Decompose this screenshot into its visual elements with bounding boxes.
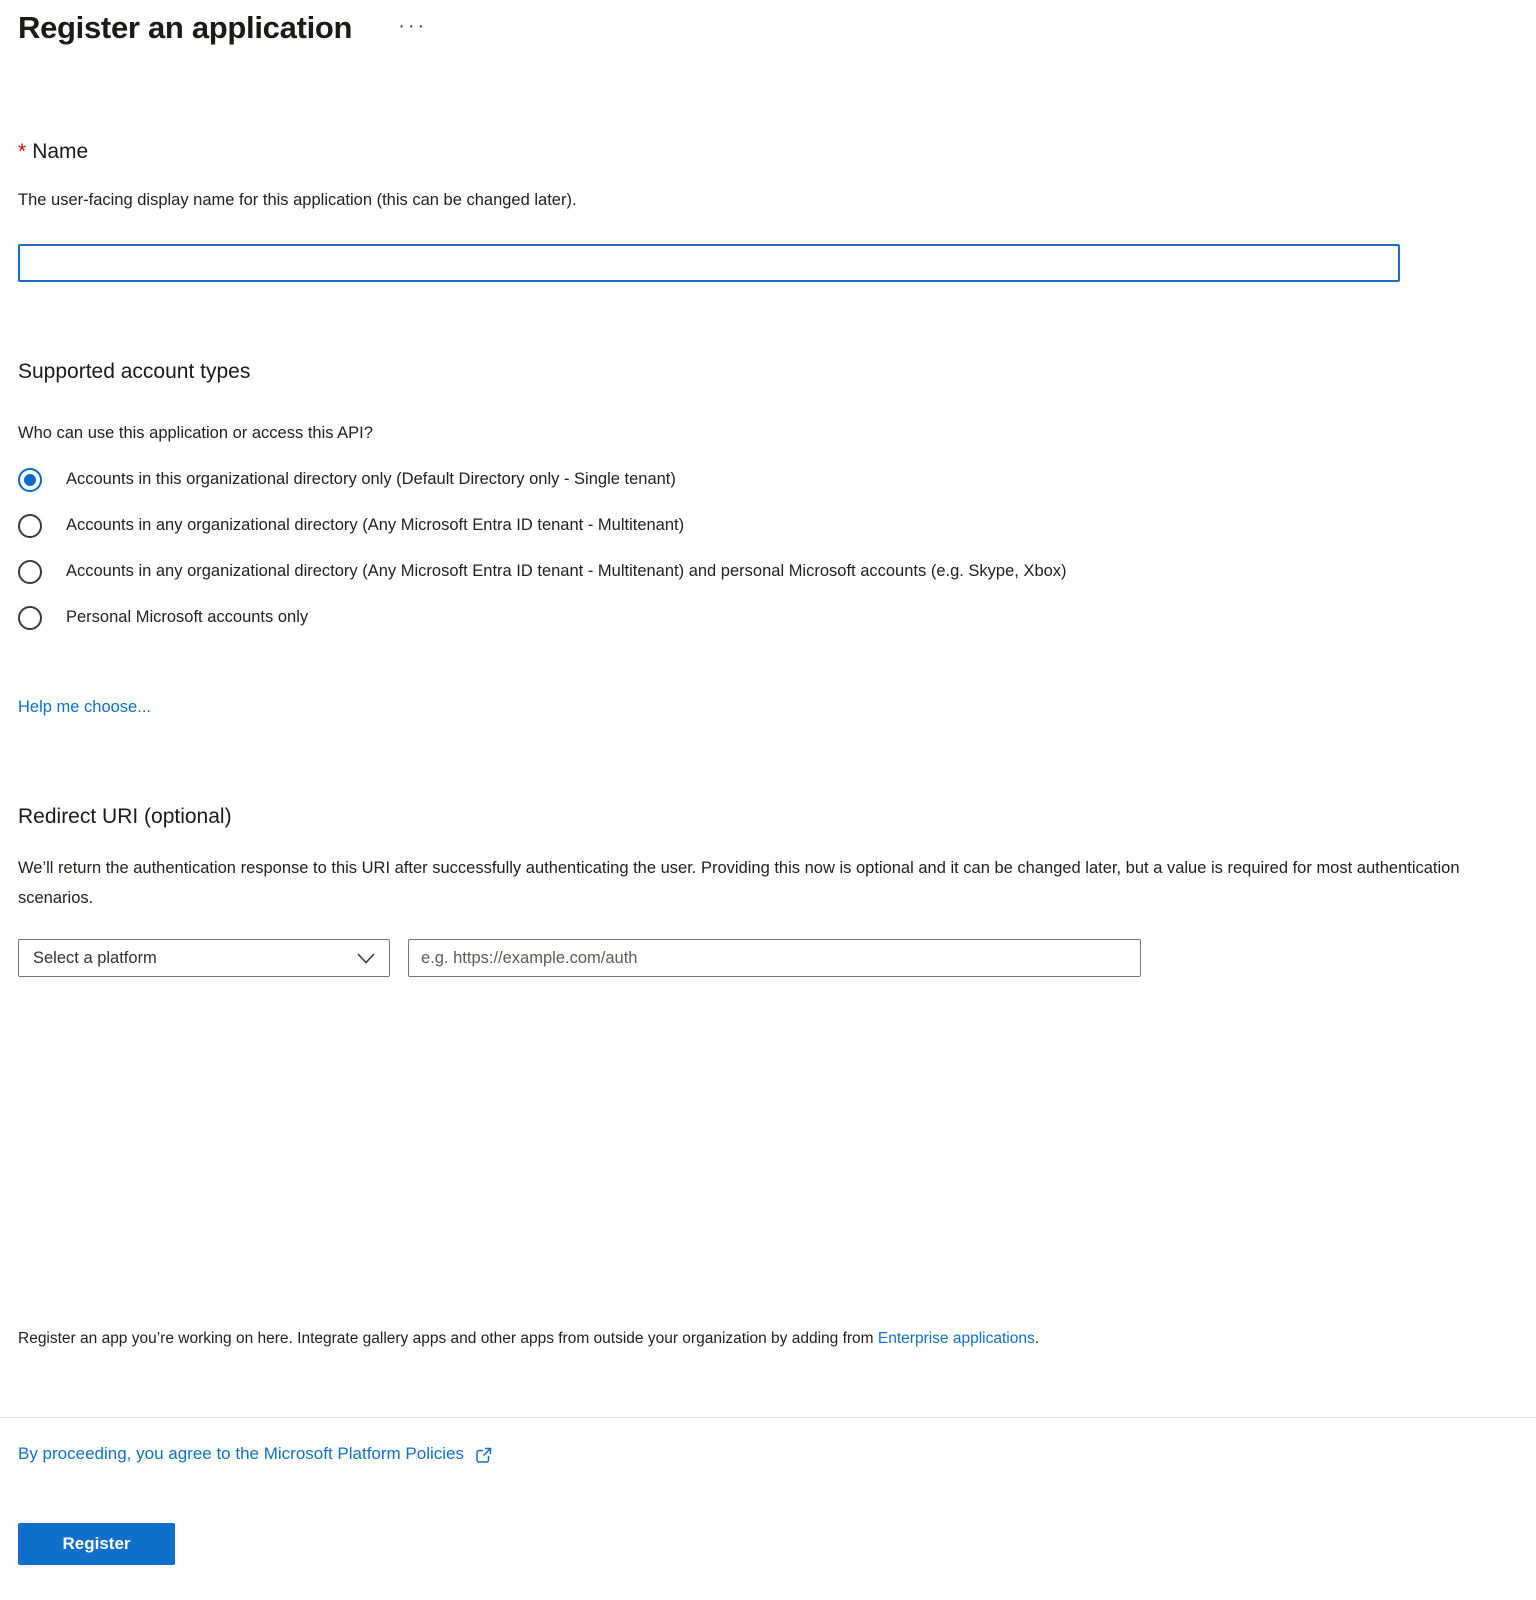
account-type-radio-group [18,468,1518,631]
register-button[interactable]: Register [18,1523,175,1565]
external-link-icon [474,1446,493,1465]
help-me-choose-link[interactable]: Help me choose... [18,698,151,716]
radio-button-icon[interactable] [18,606,42,630]
footer-divider [0,1417,1536,1418]
platform-select[interactable] [18,939,390,977]
required-asterisk: * [18,140,27,163]
enterprise-apps-note [18,1327,1518,1351]
page-title: Register an application [18,10,353,45]
radio-0[interactable] [18,468,1518,493]
name-input[interactable] [18,244,1400,282]
radio-1[interactable] [18,514,1518,539]
redirect-uri-input[interactable] [408,939,1141,977]
note-text: Register an app you’re working on here. Integrate gallery apps and other apps from outside your organization by adding from [18,1330,878,1347]
radio-label[interactable]: Personal Microsoft accounts only [66,608,309,626]
radio-3[interactable] [18,606,1518,631]
redirect-uri-description: We’ll return the authentication response to this URI after successfully authenticating the user. Providing this now is optional and it can be changed later, but a value is required for most authentication scenarios. [18,859,1460,907]
more-options-icon[interactable]: ··· [398,15,428,37]
note-period: . [1034,1330,1040,1347]
radio-label[interactable]: Accounts in any organizational directory (Any Microsoft Entra ID tenant - Multitenant) and personal Microsoft accounts (e.g. Skype, Xbox) [66,562,1067,580]
radio-selected-dot [24,474,36,486]
register-application-page [0,6,1536,1565]
redirect-uri-heading: Redirect URI (optional) [18,805,232,828]
name-description: The user-facing display name for this application (this can be changed later). [18,191,577,209]
radio-2[interactable] [18,560,1518,585]
radio-button-icon[interactable] [18,560,42,584]
supported-account-types-heading: Supported account types [18,360,251,383]
enterprise-applications-link[interactable]: Enterprise applications [877,1330,1035,1347]
account-types-question: Who can use this application or access this API? [18,424,373,442]
platform-select-value: Select a platform [33,948,157,967]
chevron-down-icon [357,953,375,964]
radio-button-icon[interactable] [18,514,42,538]
radio-label[interactable]: Accounts in any organizational directory (Any Microsoft Entra ID tenant - Multitenant) [66,516,685,534]
platform-policies-link[interactable]: By proceeding, you agree to the Microsoft Platform Policies [18,1444,464,1463]
name-label-text: Name [32,140,89,163]
name-label [18,138,1518,166]
radio-label[interactable]: Accounts in this organizational directory only (Default Directory only - Single tenant) [66,470,676,488]
radio-button-icon[interactable] [18,468,42,492]
